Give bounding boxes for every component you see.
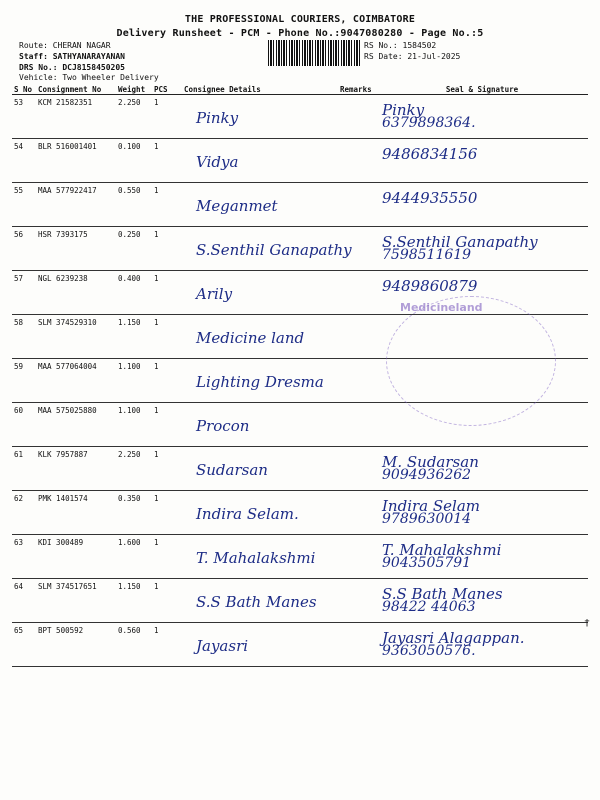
weight-value: 1.100 bbox=[116, 403, 152, 447]
rs-date: RS Date: 21-Jul-2025 bbox=[364, 52, 461, 61]
signature-line-2: 98422 44063 bbox=[382, 599, 476, 615]
pcs-value: 1 bbox=[152, 447, 182, 491]
signature-cell bbox=[376, 623, 588, 667]
col-sno: S No bbox=[12, 85, 36, 95]
signature-cell bbox=[376, 491, 588, 535]
weight-value: 1.100 bbox=[116, 359, 152, 403]
row-sno: 53 bbox=[12, 95, 36, 139]
consignment-number: HSR 7393175 bbox=[36, 227, 116, 271]
consignee-handwriting: T. Mahalakshmi bbox=[196, 549, 316, 567]
remarks-cell bbox=[338, 579, 376, 623]
rs-number: RS No.: 1584502 bbox=[364, 41, 437, 50]
signature-line-1: Jayasri Alagappan. bbox=[382, 629, 525, 647]
consignee-cell bbox=[182, 227, 352, 271]
signature-cell bbox=[376, 139, 588, 183]
consignee-cell bbox=[182, 315, 338, 359]
consignment-number: MAA 577922417 bbox=[36, 183, 116, 227]
remarks-cell bbox=[338, 359, 376, 403]
pcs-value: 1 bbox=[152, 139, 182, 183]
signature-line-2: 9789630014 bbox=[382, 511, 472, 527]
pcs-value: 1 bbox=[152, 227, 182, 271]
remarks-cell bbox=[338, 139, 376, 183]
consignee-handwriting: Pinky bbox=[196, 109, 239, 127]
table-row bbox=[12, 271, 588, 315]
signature-line-2: 9363050576. bbox=[382, 643, 476, 659]
signature-line-2: 9094936262 bbox=[382, 467, 472, 483]
consignment-number: KLK 7957887 bbox=[36, 447, 116, 491]
consignee-handwriting: Vidya bbox=[196, 153, 239, 171]
row-sno: 63 bbox=[12, 535, 36, 579]
weight-value: 1.150 bbox=[116, 579, 152, 623]
runsheet-subtitle: Delivery Runsheet - PCM - Phone No.:9047080280 - Page No.:5 bbox=[116, 28, 484, 39]
consignment-number: MAA 575025880 bbox=[36, 403, 116, 447]
weight-value: 2.250 bbox=[116, 95, 152, 139]
row-sno: 58 bbox=[12, 315, 36, 359]
remarks-cell bbox=[338, 403, 376, 447]
consignment-number: KCM 21582351 bbox=[36, 95, 116, 139]
pcs-value: 1 bbox=[152, 623, 182, 667]
signature-cell bbox=[376, 227, 588, 271]
consignee-cell bbox=[182, 447, 338, 491]
consignee-handwriting: Procon bbox=[196, 417, 250, 435]
route-info: Route: CHERAN NAGAR bbox=[19, 41, 111, 50]
consignment-number: SLM 374529310 bbox=[36, 315, 116, 359]
signature-line-1: S.S Bath Manes bbox=[382, 585, 503, 603]
weight-value: 0.100 bbox=[116, 139, 152, 183]
table-row bbox=[12, 139, 588, 183]
pcs-value: 1 bbox=[152, 95, 182, 139]
remarks-cell bbox=[338, 315, 376, 359]
weight-value: 0.400 bbox=[116, 271, 152, 315]
signature-cell bbox=[376, 403, 588, 447]
row-sno: 57 bbox=[12, 271, 36, 315]
pcs-value: 1 bbox=[152, 271, 182, 315]
row-sno: 54 bbox=[12, 139, 36, 183]
row-sno: 62 bbox=[12, 491, 36, 535]
consignment-number: NGL 6239238 bbox=[36, 271, 116, 315]
signature-line-1: Pinky bbox=[382, 101, 425, 119]
signature-cell bbox=[376, 95, 588, 139]
consignee-cell bbox=[182, 271, 338, 315]
table-row bbox=[12, 227, 588, 271]
col-consignee: Consignee Details bbox=[182, 85, 338, 95]
table-row bbox=[12, 579, 588, 623]
weight-value: 2.250 bbox=[116, 447, 152, 491]
consignee-handwriting: Lighting Dresma bbox=[196, 373, 324, 391]
table-row bbox=[12, 403, 588, 447]
consignment-number: MAA 577064004 bbox=[36, 359, 116, 403]
consignee-cell bbox=[182, 139, 338, 183]
consignee-handwriting: Sudarsan bbox=[196, 461, 268, 479]
consignee-cell bbox=[182, 183, 338, 227]
signature-line-1: 9444935550 bbox=[382, 189, 478, 207]
signature-line-1: M. Sudarsan bbox=[382, 453, 479, 471]
table-header-row bbox=[12, 85, 588, 95]
table-row bbox=[12, 491, 588, 535]
signature-line-1: Indira Selam bbox=[382, 497, 480, 515]
company-title: THE PROFESSIONAL COURIERS, COIMBATORE bbox=[184, 14, 416, 25]
consignee-handwriting: S.S Bath Manes bbox=[196, 593, 317, 611]
row-sno: 61 bbox=[12, 447, 36, 491]
consignee-cell bbox=[182, 535, 338, 579]
row-sno: 56 bbox=[12, 227, 36, 271]
signature-line-1: 9489860879 bbox=[382, 277, 478, 295]
stamp-text: Medicineland bbox=[400, 301, 483, 314]
runsheet-table bbox=[12, 85, 591, 667]
signature-cell bbox=[376, 447, 588, 491]
row-sno: 60 bbox=[12, 403, 36, 447]
col-signature: Seal & Signature bbox=[376, 85, 588, 95]
consignment-number: BPT 500592 bbox=[36, 623, 116, 667]
consignee-cell bbox=[182, 359, 338, 403]
remarks-cell bbox=[338, 535, 376, 579]
remarks-cell bbox=[338, 227, 376, 271]
consignee-cell bbox=[182, 491, 338, 535]
signature-cell bbox=[376, 579, 588, 623]
pcs-value: 1 bbox=[152, 491, 182, 535]
remarks-cell bbox=[338, 183, 376, 227]
col-remarks: Remarks bbox=[338, 85, 376, 95]
col-weight: Weight bbox=[116, 85, 152, 95]
signature-cell bbox=[376, 359, 588, 403]
consignee-handwriting: Medicine land bbox=[196, 329, 305, 347]
remarks-cell bbox=[338, 447, 376, 491]
table-row bbox=[12, 535, 588, 579]
table-row bbox=[12, 623, 588, 667]
col-consignment: Consignment No bbox=[36, 85, 116, 95]
row-sno: 59 bbox=[12, 359, 36, 403]
signature-cell bbox=[376, 183, 588, 227]
signature-cell bbox=[376, 535, 588, 579]
weight-value: 0.550 bbox=[116, 183, 152, 227]
table-row bbox=[12, 447, 588, 491]
barcode bbox=[268, 40, 360, 66]
remarks-cell bbox=[338, 271, 376, 315]
weight-value: 1.600 bbox=[116, 535, 152, 579]
signature-cell bbox=[376, 315, 588, 359]
row-sno: 55 bbox=[12, 183, 36, 227]
pcs-value: 1 bbox=[152, 403, 182, 447]
consignee-handwriting: Jayasri bbox=[196, 637, 249, 655]
margin-mark: † bbox=[584, 618, 591, 629]
table-row bbox=[12, 95, 588, 139]
remarks-cell bbox=[338, 623, 376, 667]
weight-value: 0.350 bbox=[116, 491, 152, 535]
remarks-cell bbox=[338, 95, 376, 139]
consignee-handwriting: Meganmet bbox=[196, 197, 278, 215]
pcs-value: 1 bbox=[152, 579, 182, 623]
row-sno: 65 bbox=[12, 623, 36, 667]
signature-line-2: 6379898364. bbox=[382, 115, 476, 131]
pcs-value: 1 bbox=[152, 535, 182, 579]
row-sno: 64 bbox=[12, 579, 36, 623]
consignee-cell bbox=[182, 95, 338, 139]
consignee-handwriting: Arily bbox=[196, 285, 233, 303]
consignee-cell bbox=[182, 623, 338, 667]
consignee-cell bbox=[182, 403, 338, 447]
weight-value: 0.560 bbox=[116, 623, 152, 667]
signature-line-1: T. Mahalakshmi bbox=[382, 541, 502, 559]
consignment-number: BLR 516001401 bbox=[36, 139, 116, 183]
consignee-handwriting: Indira Selam. bbox=[196, 505, 299, 523]
table-row bbox=[12, 359, 588, 403]
signature-line-1: 9486834156 bbox=[382, 145, 478, 163]
table-row bbox=[12, 183, 588, 227]
staff-info: Staff: SATHYANARAYANAN bbox=[19, 52, 125, 61]
weight-value: 1.150 bbox=[116, 315, 152, 359]
consignee-handwriting: S.Senthil Ganapathy bbox=[196, 241, 352, 259]
consignment-number: KDI 300489 bbox=[36, 535, 116, 579]
col-pcs: PCS bbox=[152, 85, 182, 95]
weight-value: 0.250 bbox=[116, 227, 152, 271]
vehicle-info: Vehicle: Two Wheeler Delivery bbox=[19, 73, 159, 82]
drs-number: DRS No.: DCJ8158450205 bbox=[19, 63, 125, 72]
pcs-value: 1 bbox=[152, 359, 182, 403]
pcs-value: 1 bbox=[152, 183, 182, 227]
pcs-value: 1 bbox=[152, 315, 182, 359]
signature-line-2: 7598511619 bbox=[382, 247, 472, 263]
signature-line-2: 9043505791 bbox=[382, 555, 472, 571]
table-row bbox=[12, 315, 588, 359]
remarks-cell bbox=[338, 491, 376, 535]
signature-line-1: S.Senthil Ganapathy bbox=[382, 233, 538, 251]
consignment-number: PMK 1401574 bbox=[36, 491, 116, 535]
consignee-cell bbox=[182, 579, 338, 623]
consignment-number: SLM 374517651 bbox=[36, 579, 116, 623]
